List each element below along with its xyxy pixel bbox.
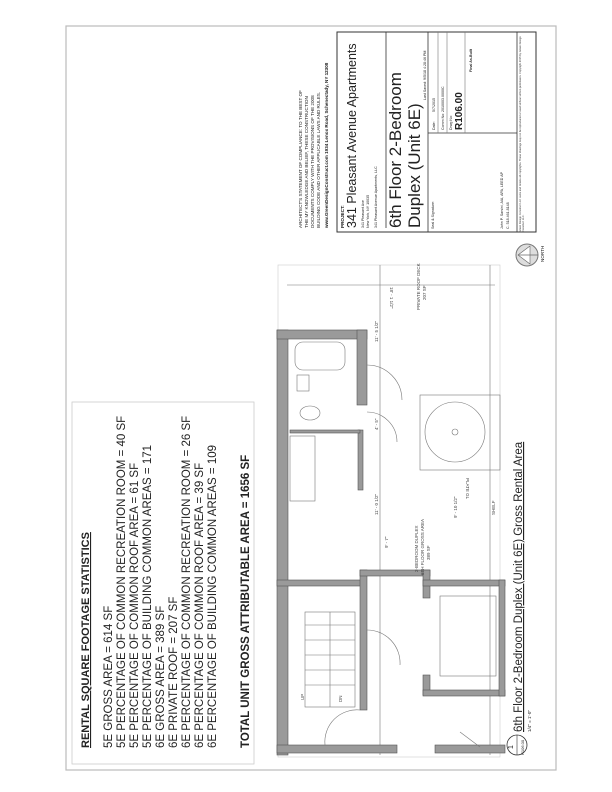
wall [423, 580, 505, 586]
stats-line: 6E PERCENTAGE OF COMMON RECREATION ROOM = 26 SF [181, 415, 193, 748]
compliance-line: BUILDING CODE AND OTHER APPLICABLE LAWS AND RULES. [316, 91, 321, 228]
shelf-label: SHELF [491, 500, 496, 515]
wall [357, 330, 367, 405]
dimension: 9' - 7" [384, 536, 389, 548]
roof-deck-area: 207 SF [422, 285, 427, 300]
north-arrow [516, 244, 545, 266]
door-swing [367, 630, 400, 665]
door-swing [325, 710, 360, 745]
north-label: NORTH [540, 245, 545, 262]
dimension: 11' - 0 1/2" [374, 493, 379, 515]
door-swing [367, 412, 397, 442]
unit-label: 2-BEDROOM DUPLEX [414, 525, 419, 572]
drawing-label [507, 441, 532, 755]
stair-down-label: DN [338, 695, 343, 702]
stair-up-label: UP [300, 693, 305, 700]
wall [499, 580, 505, 696]
drwg-label: Drwg No: [449, 115, 453, 130]
stats-line: 6E PRIVATE ROOF = 207 SF [168, 596, 180, 748]
floor-plan [277, 263, 505, 757]
rental-stats-panel [72, 402, 254, 764]
fine-print-text: Green Design Construct LLC owns and retains all copyrights. These drawings may not be reproduced or used without written permission. Copyright 2015 by Green Design Construct LLC. [519, 36, 525, 232]
address-line: New York, NY 10035 [366, 194, 370, 228]
dimension: 11' - 5 1/2" [374, 320, 379, 342]
drwg-number: R106.00 [454, 92, 465, 130]
wall [277, 330, 367, 339]
wall [358, 430, 363, 490]
compliance-line: ARCHITECT'S STATEMENT OF COMPLIANCE: TO THE BEST OF [298, 90, 303, 228]
fine-print [519, 32, 535, 232]
door-swing [367, 365, 402, 400]
architect-phone: C. 518.461.8148 [506, 202, 510, 229]
stats-line: 5E PERCENTAGE OF COMMON ROOF AREA = 61 SF [129, 462, 141, 748]
wall [277, 330, 288, 755]
dimension: 4' - 5" [374, 418, 379, 430]
date-label: Date: [432, 121, 436, 130]
detail-sheet: R106.00 [520, 739, 525, 755]
plate-label: PLATE GL [465, 478, 470, 500]
sheet-title: 6th Floor 2-Bedroom [386, 72, 405, 228]
bathtub [295, 342, 345, 370]
stats-line: 5E GROSS AREA = 614 SF [103, 605, 115, 748]
drawing-scale: 1/4" = 1'-0" [527, 710, 532, 732]
drawing-status: Final As-Built [469, 48, 473, 72]
comm-label: Comm No: [441, 112, 445, 130]
owner-line: 341 Pleasant Avenue Apartments, LLC [374, 166, 378, 228]
spiral-stair [425, 402, 485, 462]
last-saved: Last Saved: 9/5/18 4:28:46 PM [423, 50, 427, 100]
wall [290, 430, 360, 433]
stats-line: 6E PERCENTAGE OF BUILDING COMMON AREAS = 109 [207, 444, 219, 748]
detail-number: 1 [508, 745, 515, 749]
comm-value: 2010003.0000C [441, 86, 445, 112]
stair [300, 612, 355, 707]
title-block [337, 32, 536, 232]
stats-title: RENTAL SQUARE FOOTAGE STATISTICS [80, 532, 92, 748]
compliance-line: DOCUMENTS COMPLY WITH THE PROVISIONS OF THE 2008 [310, 95, 315, 228]
stats-line: 6E GROSS AREA = 389 SF [155, 605, 167, 748]
sheet-title: Duplex (Unit 6E) [405, 103, 424, 228]
toilet [300, 406, 320, 420]
project-label: PROJECT: [340, 205, 345, 228]
wall [360, 570, 367, 710]
date-value: 5/7/2015 [432, 98, 436, 112]
elevator [440, 596, 496, 676]
stats-total: TOTAL UNIT GROSS ATTRIBUTABLE AREA = 1656 SF [240, 454, 252, 748]
architect-name: John P. Sarsini, AIA, APA, LEED AP [500, 172, 504, 229]
compliance-statement [298, 62, 329, 229]
compliance-line: THE MY KNOWLEDGE AND BELIEF, THESE CONSTRUCTION [304, 96, 309, 228]
seal-label: Seal & Signature: [431, 201, 435, 229]
closet [290, 436, 315, 501]
wall [423, 690, 505, 696]
sink [297, 375, 309, 391]
dimension: 18' - 1 1/2" [389, 287, 394, 309]
drawing-title: 6th Floor 2-Bedroom Duplex (Unit 6E) Gross Rental Area [513, 441, 525, 732]
wall [277, 745, 397, 753]
compliance-website: www.GreenDesignConstruct.com 1934 Lenox Road, Schenectady, NY 12308 [324, 62, 329, 228]
dimension: 9' - 10 1/2" [453, 496, 458, 518]
stats-line: 6E PERCENTAGE OF COMMON ROOF AREA = 39 SF [194, 462, 206, 748]
unit-label: 6TH FLOOR GROSS AREA [420, 518, 425, 575]
wall [277, 580, 362, 586]
address-line: 341 Pleasant Ave [361, 200, 365, 228]
unit-area: 389 SF [426, 545, 431, 560]
stats-line: 5E PERCENTAGE OF BUILDING COMMON AREAS = 171 [142, 444, 154, 748]
stats-line: 5E PERCENTAGE OF COMMON RECREATION ROOM = 40 SF [116, 415, 128, 748]
roof-deck-label: PRIVATE ROOF DECK [416, 263, 421, 310]
project-name: 341 Pleasant Avenue Apartments [345, 43, 359, 228]
wall [435, 745, 505, 753]
